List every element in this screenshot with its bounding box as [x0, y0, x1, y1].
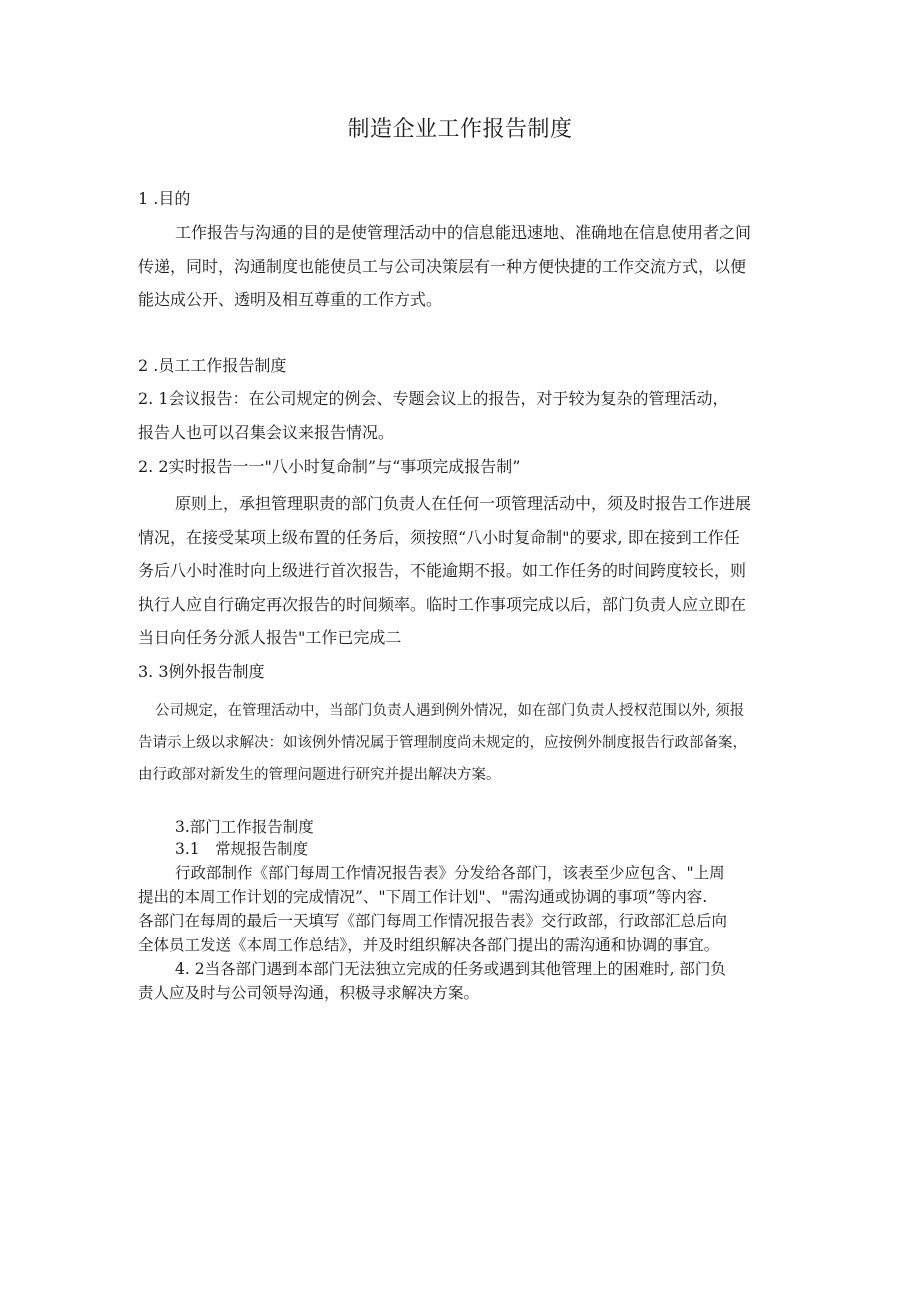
section-3-1-heading: 3.1 常规报告制度 — [175, 840, 309, 858]
section-2-1-line: 报告人也可以召集会议来报告情况。 — [138, 423, 395, 442]
section-3-1-line: 提出的本周工作计划的完成情况”、"下周工作计划"、"需沟通或协调的事项”等内容. — [138, 888, 708, 906]
section-3-2-line: 4. 2当各部门遇到本部门无法独立完成的任务或遇到其他管理上的困难时, 部门负 — [175, 960, 726, 978]
section-2-2-line: 情况，在接受某项上级布置的任务后，须按照“八小时复命制"的要求, 即在接到工作任 — [138, 528, 740, 547]
section-1-line: 能达成公开、透明及相互尊重的工作方式。 — [138, 290, 443, 309]
section-2-2-line: 执行人应自行确定再次报告的时间频率。临时工作事项完成以后，部门负责人应立即在 — [138, 595, 747, 614]
section-2-heading: 2 .员工工作报告制度 — [138, 356, 287, 375]
section-2-1-line: 2. 1会议报告：在公司规定的例会、专题会议上的报告，对于较为复杂的管理活动， — [138, 389, 729, 408]
page-title: 制造企业工作报告制度 — [347, 117, 573, 142]
section-3-1-line: 全体员工发送《本周工作总结》，并及时组织解决各部门提出的需沟通和协调的事宜。 — [138, 936, 720, 954]
section-3-1-line: 各部门在每周的最后一天填写《部门每周工作情况报告表》交行政部，行政部汇总后向 — [138, 912, 728, 930]
section-2-2-line: 原则上，承担管理职责的部门负责人在任何一项管理活动中，须及时报告工作进展 — [175, 494, 752, 513]
section-1-line: 传递，同时，沟通制度也能使员工与公司决策层有一种方便快捷的工作交流方式，以便 — [138, 257, 747, 276]
section-2-2-line: 当日向任务分派人报告"工作已完成二 — [138, 628, 402, 647]
section-3-heading: 3.部门工作报告制度 — [175, 818, 314, 836]
section-3-1-line: 行政部制作《部门每周工作情况报告表》分发给各部门，该表至少应包含、"上周 — [175, 864, 725, 882]
section-2-2-heading: 2. 2实时报告一一"八小时复命制”与“事项完成报告制” — [138, 457, 521, 476]
section-2-3-line: 由行政部对新发生的管理问题进行研究并提出解决方案。 — [138, 767, 501, 783]
section-2-2-line: 务后八小时准时向上级进行首次报告，不能逾期不报。如工作任务的时间跨度较长，则 — [138, 561, 747, 580]
section-2-3-line: 公司规定，在管理活动中，当部门负责人遇到例外情况，如在部门负责人授权范围以外, 须报 — [155, 703, 745, 719]
section-2-3-heading: 3. 3例外报告制度 — [138, 662, 265, 681]
section-3-2-line: 责人应及时与公司领导沟通，积极寻求解决方案。 — [138, 984, 480, 1002]
section-1-heading: 1 .目的 — [138, 189, 191, 208]
section-2-3-line: 告请示上级以求解决：如该例外情况属于管理制度尚未规定的，应按例外制度报告行政部备案， — [138, 735, 747, 751]
section-1-line: 工作报告与沟通的目的是使管理活动中的信息能迅速地、准确地在信息使用者之间 — [175, 223, 752, 242]
